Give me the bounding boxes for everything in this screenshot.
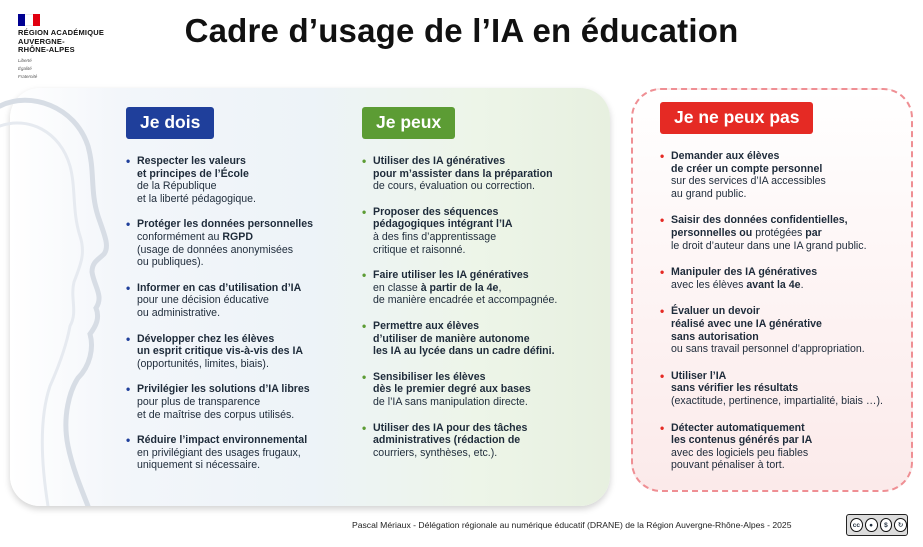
je-dois-list	[126, 155, 336, 472]
list-item-line: Évaluer un devoir	[671, 305, 760, 318]
bullet-icon: •	[362, 154, 367, 168]
list-item-line: le droit d’auteur dans une IA grand public.	[671, 239, 867, 252]
list-item-line: ou sans travail personnel d’appropriation.	[671, 343, 865, 356]
bullet-icon: •	[362, 420, 367, 435]
logo-org-line-1: RÉGION ACADÉMIQUE	[18, 28, 105, 37]
list-item	[126, 155, 336, 205]
column-je-dois	[126, 107, 336, 485]
logo-motto-egalite: Égalité	[18, 65, 32, 71]
list-item	[660, 266, 900, 291]
list-item-line: ou publiques).	[137, 256, 204, 269]
list-item-line: Privilégier les solutions d’IA libres	[137, 383, 310, 396]
list-item-line: sur des services d’IA accessibles	[671, 175, 826, 188]
list-item-line: critique et raisonné.	[373, 243, 466, 256]
bullet-icon: •	[660, 368, 665, 383]
bullet-icon: •	[126, 382, 131, 397]
list-item-line: Permettre aux élèves	[373, 319, 480, 332]
list-item-line: les contenus générés par IA	[671, 434, 813, 447]
list-item-line: avec les élèves avant la 4e.	[671, 278, 804, 291]
je-ne-peux-pas-list	[660, 150, 900, 472]
cc-nc-icon: $	[880, 518, 893, 532]
list-item-line: (usage de données anonymisées	[137, 243, 294, 256]
list-item-line: pour une décision éducative	[137, 294, 269, 307]
je-ne-peux-pas-heading: Je ne peux pas	[660, 102, 813, 134]
list-item-line: de manière encadrée et accompagnée.	[373, 294, 558, 307]
logo-org-line-2: AUVERGNE-	[18, 36, 65, 46]
list-item-line: au grand public.	[671, 187, 747, 200]
bullet-icon: •	[362, 204, 367, 219]
list-item	[660, 370, 900, 408]
list-item-line: et la liberté pédagogique.	[137, 192, 256, 205]
list-item-line: personnelles ou protégées par	[671, 226, 822, 239]
list-item-line: et de maîtrise des corpus utilisés.	[137, 408, 295, 421]
list-item-line: sans autorisation	[671, 330, 759, 343]
bullet-icon: •	[126, 280, 131, 295]
list-item-line: en classe à partir de la 4e,	[373, 281, 502, 294]
list-item-line: Faire utiliser les IA génératives	[373, 269, 529, 282]
list-item-line: Saisir des données confidentielles,	[671, 214, 848, 227]
list-item-line: Demander aux élèves	[671, 150, 780, 162]
bullet-icon: •	[126, 154, 131, 168]
bullet-icon: •	[362, 369, 367, 384]
bullet-icon: •	[126, 217, 131, 232]
list-item	[362, 371, 572, 409]
list-item-line: de créer un compte personnel	[671, 162, 823, 175]
list-item-line: et principes de l’École	[137, 167, 249, 180]
je-dois-heading: Je dois	[126, 107, 214, 139]
list-item-line: un esprit critique vis-à-vis des IA	[137, 345, 304, 358]
list-item	[126, 218, 336, 268]
list-item-line: Sensibiliser les élèves	[373, 370, 486, 383]
list-item-line: avec des logiciels peu fiables	[671, 446, 809, 459]
creative-commons-license-icon	[846, 514, 908, 536]
list-item-line: ou administrative.	[137, 306, 221, 319]
list-item-line: pour plus de transparence	[137, 395, 261, 408]
list-item-line: Détecter automatiquement	[671, 421, 805, 434]
bullet-icon: •	[660, 265, 665, 280]
list-item-line: uniquement si nécessaire.	[137, 459, 261, 472]
list-item	[362, 155, 572, 193]
list-item-line: à des fins d’apprentissage	[373, 230, 497, 243]
head-profile-illustration	[0, 86, 120, 506]
column-je-ne-peux-pas	[660, 102, 900, 486]
list-item	[362, 269, 572, 307]
list-item-line: Utiliser l’IA	[671, 369, 727, 382]
list-item-line: Proposer des séquences	[373, 205, 499, 218]
bullet-icon: •	[362, 318, 367, 333]
bullet-icon: •	[660, 149, 665, 163]
list-item	[660, 422, 900, 472]
list-item	[126, 333, 336, 371]
list-item-line: de la République	[137, 180, 217, 193]
list-item-line: d’utiliser de manière autonome	[373, 332, 530, 345]
list-item	[660, 305, 900, 355]
list-item-line: courriers, synthèses, etc.).	[373, 446, 498, 459]
page-title: Cadre d’usage de l’IA en éducation	[184, 12, 739, 49]
cc-icon: cc	[850, 518, 863, 532]
list-item	[660, 214, 900, 252]
list-item-line: pour m’assister dans la préparation	[373, 167, 553, 180]
footer-credit: Pascal Mériaux - Délégation régionale au numérique éducatif (DRANE) de la Région Auvergne-Rhône-Alpes - 2025	[352, 520, 792, 530]
list-item-line: conformément au RGPD	[137, 230, 253, 243]
list-item-line: Informer en cas d’utilisation d’IA	[137, 281, 302, 294]
list-item-line: Développer chez les élèves	[137, 332, 275, 345]
list-item-line: réalisé avec une IA générative	[671, 317, 822, 330]
list-item	[362, 320, 572, 358]
list-item-line: Utiliser des IA génératives	[373, 155, 506, 167]
list-item	[126, 282, 336, 320]
list-item-line: pouvant pénaliser à tort.	[671, 459, 785, 472]
list-item-line: (exactitude, pertinence, impartialité, biais …).	[671, 394, 883, 407]
cc-sa-icon: ↻	[894, 518, 907, 532]
bullet-icon: •	[126, 331, 131, 346]
bullet-icon: •	[660, 420, 665, 435]
list-item	[362, 422, 572, 460]
list-item-line: de cours, évaluation ou correction.	[373, 180, 535, 193]
list-item	[126, 383, 336, 421]
list-item-line: en privilégiant des usages frugaux,	[137, 446, 301, 459]
list-item-line: de l’IA sans manipulation directe.	[373, 395, 528, 408]
bullet-icon: •	[362, 268, 367, 283]
list-item-line: Manipuler des IA génératives	[671, 266, 818, 279]
list-item-line: sans vérifier les résultats	[671, 382, 799, 395]
list-item-line: pédagogiques intégrant l’IA	[373, 218, 513, 231]
list-item-line: dès le premier degré aux bases	[373, 383, 531, 396]
column-je-peux	[362, 107, 572, 472]
list-item-line: les IA au lycée dans un cadre défini.	[373, 345, 555, 358]
list-item-line: Protéger les données personnelles	[137, 218, 314, 231]
list-item-line: Respecter les valeurs	[137, 155, 246, 167]
list-item	[660, 150, 900, 200]
logo-motto-fraternite: Fraternité	[18, 73, 38, 79]
logo-org-line-3: RHÔNE-ALPES	[18, 45, 75, 54]
list-item-line: (opportunités, limites, biais).	[137, 357, 269, 370]
je-peux-heading: Je peux	[362, 107, 455, 139]
list-item-line: administratives (rédaction de	[373, 434, 521, 447]
list-item	[362, 206, 572, 256]
bullet-icon: •	[126, 433, 131, 448]
bullet-icon: •	[660, 213, 665, 228]
bullet-icon: •	[660, 304, 665, 319]
list-item	[126, 434, 336, 472]
cc-by-icon: ●	[865, 518, 878, 532]
list-item-line: Utiliser des IA pour des tâches	[373, 421, 528, 434]
list-item-line: Réduire l’impact environnemental	[137, 434, 308, 447]
logo-motto-liberte: Liberté	[18, 57, 32, 63]
je-peux-list	[362, 155, 572, 459]
